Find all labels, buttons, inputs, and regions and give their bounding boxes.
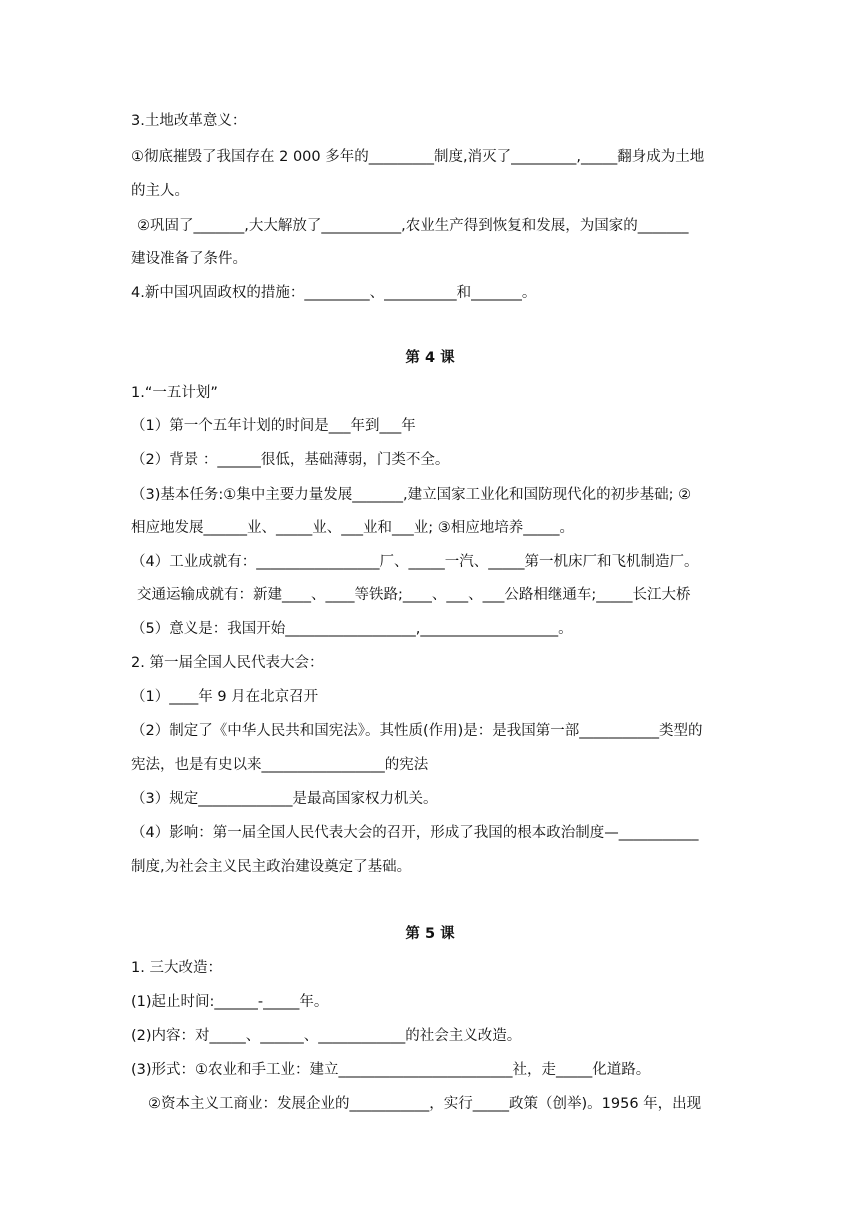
text-line: （2）制定了《中华人民共和国宪法》。其性质(作用)是：是我国第一部___________类型的 <box>131 723 703 739</box>
text-line: 相应地发展______业、_____业、___业和___业; ③相应地培养_____。 <box>131 520 574 536</box>
text-line: （2）背景 ：______很低，基础薄弱，门类不全。 <box>131 452 450 468</box>
text-line: （5）意义是：我国开始__________________,___________________。 <box>131 621 573 637</box>
text-line: (1)起止时间:______-_____年。 <box>131 994 329 1010</box>
text-line: 1.“一五计划” <box>131 385 218 401</box>
text-line: 交通运输成就有：新建____、____等铁路;____、___、___公路相继通车;_____长江大桥 <box>137 587 691 603</box>
lesson-4-title: 第 4 课 <box>405 350 455 366</box>
text-line: （1）第一个五年计划的时间是___年到___年 <box>131 418 416 434</box>
text-line: (3)形式：①农业和手工业：建立________________________社，走_____化道路。 <box>131 1062 651 1078</box>
text-line: ①彻底摧毁了我国存在 2 000 多年的_________制度,消灭了_________,_____翻身成为土地 <box>131 149 705 165</box>
text-line: （1）____年 9 月在北京召开 <box>131 689 319 705</box>
text-line: 宪法，也是有史以来_________________的宪法 <box>131 757 429 773</box>
text-line: （4）工业成就有：_________________厂、_____一汽、_____第一机床厂和飞机制造厂。 <box>131 554 699 570</box>
text-line: 4.新中国巩固政权的措施：_________、__________和_______。 <box>131 285 537 301</box>
text-line: ②资本主义工商业：发展企业的___________，实行_____政策（创举)。1956 年，出现 <box>148 1096 702 1112</box>
text-line: 2. 第一届全国人民代表大会： <box>131 655 324 671</box>
text-line: 建设准备了条件。 <box>131 251 247 267</box>
text-line: 1. 三大改造： <box>131 960 222 976</box>
heading-land-reform-significance: 3.土地改革意义： <box>131 113 247 129</box>
text-line: ②巩固了_______,大大解放了___________,农业生产得到恢复和发展，为国家的_______ <box>137 218 689 234</box>
text-line: （4）影响：第一届全国人民代表大会的召开，形成了我国的根本政治制度—___________ <box>131 825 699 841</box>
text-line: （3)基本任务:①集中主要力量发展_______,建立国家工业化和国防现代化的初步基础; ② <box>131 487 692 503</box>
lesson-5-title: 第 5 课 <box>405 926 455 942</box>
text-line: 的主人。 <box>131 183 189 199</box>
text-line: (2)内容：对_____、______、____________的社会主义改造。 <box>131 1028 522 1044</box>
text-line: （3）规定_____________是最高国家权力机关。 <box>131 791 438 807</box>
text-line: 制度,为社会主义民主政治建设奠定了基础。 <box>131 859 412 875</box>
